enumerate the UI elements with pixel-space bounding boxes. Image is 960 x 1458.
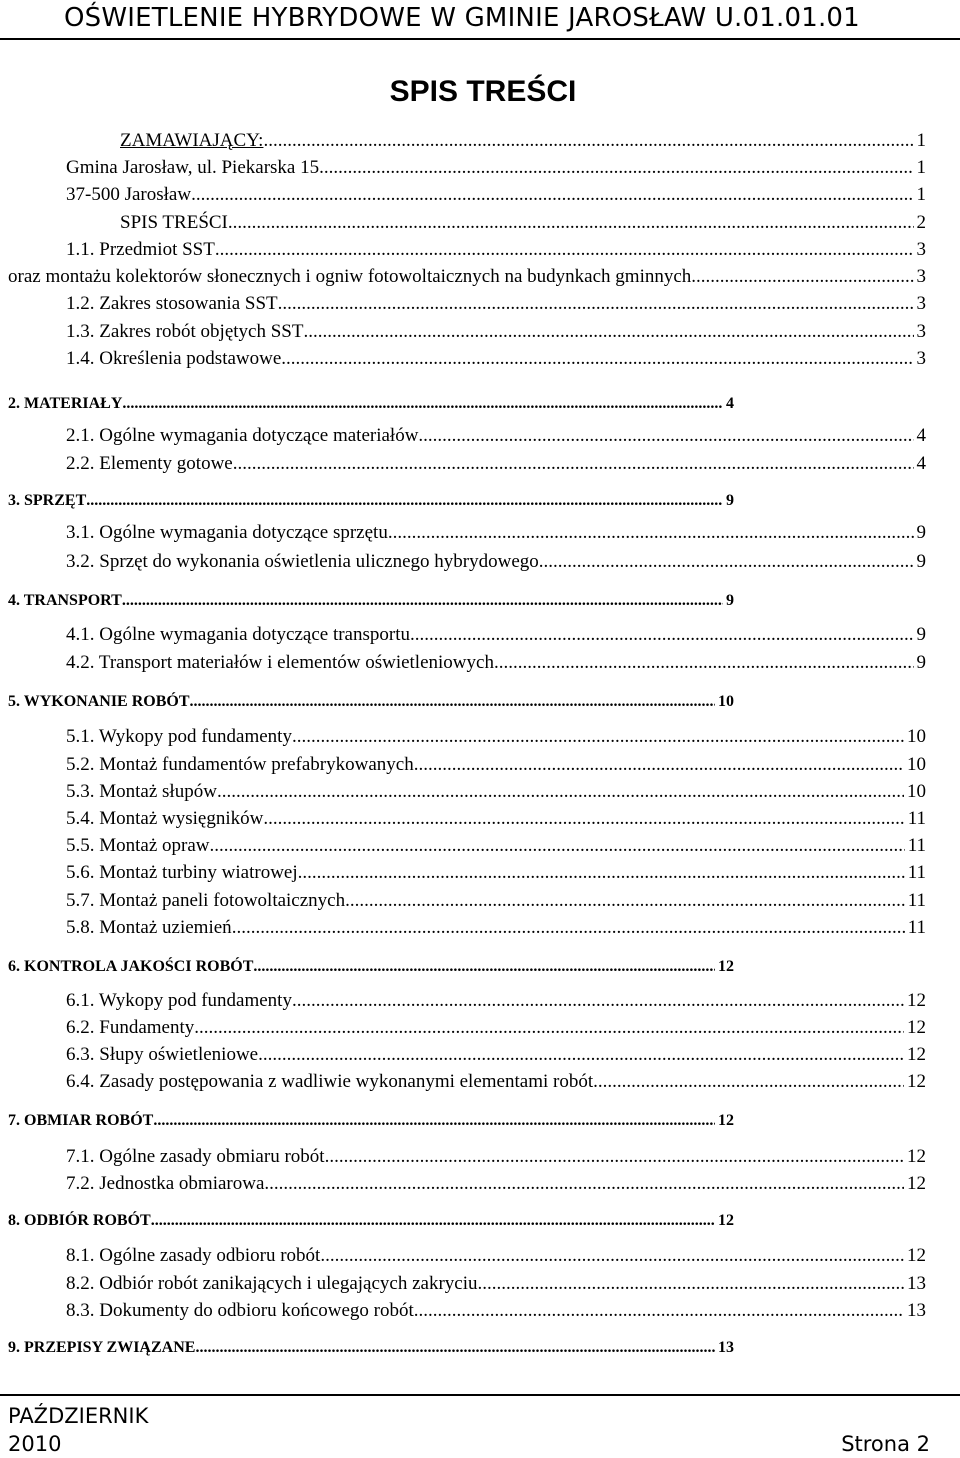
toc-dot-leader: [414, 1298, 904, 1324]
toc-entry-label: 5. WYKONANIE ROBÓT: [8, 693, 190, 710]
toc-dot-leader: [410, 622, 914, 648]
toc-entry-label: 1.2. Zakres stosowania SST: [66, 293, 278, 314]
toc-page-number: 4: [726, 395, 734, 412]
toc-entry-row[interactable]: [66, 346, 926, 372]
toc-entry-label: 5.8. Montaż uziemień: [66, 917, 232, 938]
toc-entry-label: 7.1. Ogólne zasady obmiaru robót: [66, 1146, 325, 1167]
toc-entry-label: 1.3. Zakres robót objętych SST: [66, 321, 304, 342]
toc-entry-label: 37-500 Jarosław: [66, 184, 192, 205]
toc-page-number: 3: [916, 266, 926, 287]
toc-dot-leader: [151, 1209, 715, 1233]
toc-entry-label: 6.2. Fundamenty: [66, 1017, 195, 1038]
toc-dot-leader: [345, 888, 905, 914]
toc-dot-leader: [191, 182, 913, 208]
toc-entry-label: 3.2. Sprzęt do wykonania oświetlenia ulicznego hybrydowego: [66, 551, 539, 572]
toc-entry-label: 2.1. Ogólne wymagania dotyczące materiałów: [66, 425, 419, 446]
toc-entry-row[interactable]: [66, 622, 926, 648]
toc-dot-leader: [258, 1042, 904, 1068]
toc-entry-label: 6.1. Wykopy pod fundamenty: [66, 990, 292, 1011]
toc-entry-label: 5.5. Montaż opraw: [66, 835, 210, 856]
toc-entry-label: 7. OBMIAR ROBÓT: [8, 1112, 154, 1129]
toc-dot-leader: [325, 1144, 904, 1170]
toc-entry-label: 5.7. Montaż paneli fotowoltaicznych: [66, 890, 346, 911]
toc-entry-row[interactable]: [66, 833, 926, 859]
toc-dot-leader: [153, 1109, 715, 1133]
toc-entry-label: SPIS TREŚCI: [120, 212, 228, 233]
toc-entry-label: 1.1. Przedmiot SST: [66, 239, 215, 260]
toc-page-number: 10: [907, 754, 926, 775]
toc-entry-label[interactable]: ZAMAWIAJĄCY:: [120, 130, 264, 151]
toc-entry-label: 3. SPRZĘT: [8, 492, 87, 509]
toc-page-number: 13: [907, 1273, 926, 1294]
toc-entry-row[interactable]: [66, 319, 926, 345]
toc-page-number: 12: [718, 1212, 734, 1229]
toc-page-number: 11: [907, 890, 926, 911]
toc-page-number: 3: [916, 321, 926, 342]
toc-entry-row[interactable]: [66, 1069, 926, 1095]
toc-page-number: 9: [916, 624, 926, 645]
toc-dot-leader: [298, 860, 905, 886]
toc-entry-label: 2.2. Elementy gotowe: [66, 453, 233, 474]
header-divider: [0, 38, 960, 40]
toc-page-number: 10: [907, 726, 926, 747]
toc-entry-row[interactable]: [66, 650, 926, 676]
toc-section-row[interactable]: [8, 489, 734, 513]
toc-entry-label: 5.3. Montaż słupów: [66, 781, 217, 802]
toc-entry-label: 8. ODBIÓR ROBÓT: [8, 1212, 151, 1229]
toc-dot-leader: [195, 1336, 715, 1360]
toc-entry-label: 5.1. Wykopy pod fundamenty: [66, 726, 292, 747]
toc-dot-leader: [478, 1271, 905, 1297]
toc-dot-leader: [696, 264, 913, 290]
toc-page-number: 3: [916, 293, 926, 314]
toc-entry-label: 6. KONTROLA JAKOŚCI ROBÓT: [8, 958, 254, 975]
toc-section-row[interactable]: [8, 955, 734, 979]
footer-date: [8, 1402, 148, 1458]
toc-dot-leader: [494, 650, 914, 676]
toc-dot-leader: [414, 752, 904, 778]
document-title: SPIS TREŚCI: [389, 75, 577, 108]
toc-entry-label: 9. PRZEPISY ZWIĄZANE: [8, 1339, 196, 1356]
toc-entry-label: 4. TRANSPORT: [8, 592, 122, 609]
toc-page-number: 4: [916, 425, 926, 446]
toc-page-number: 13: [718, 1339, 734, 1356]
footer-month: PAŹDZIERNIK: [8, 1404, 149, 1428]
toc-page-number: 11: [907, 862, 926, 883]
toc-entry-row[interactable]: [66, 752, 926, 778]
toc-dot-leader: [263, 806, 904, 832]
toc-page-number: 12: [718, 958, 734, 975]
toc-entry-row[interactable]: [66, 451, 926, 477]
toc-page-number: 11: [907, 917, 926, 938]
toc-dot-leader: [253, 955, 715, 979]
toc-entry-row[interactable]: [66, 1144, 926, 1170]
toc-entry-row[interactable]: [66, 988, 926, 1014]
toc-dot-leader: [122, 392, 723, 416]
toc-dot-leader: [281, 346, 913, 372]
toc-entry-row[interactable]: [66, 806, 926, 832]
toc-page-number: 10: [907, 781, 926, 802]
toc-entry-row[interactable]: [66, 1298, 926, 1324]
toc-page-number: 2: [916, 212, 926, 233]
toc-dot-leader: [320, 1243, 904, 1269]
footer-divider: [0, 1394, 960, 1396]
toc-entry-label: 5.4. Montaż wysięgników: [66, 808, 264, 829]
toc-page-number: 12: [907, 1044, 926, 1065]
toc-page-number: 3: [916, 239, 926, 260]
toc-entry-label: 8.2. Odbiór robót zanikających i ulegających zakryciu: [66, 1273, 478, 1294]
toc-page-number: 1: [916, 130, 926, 151]
toc-dot-leader: [233, 451, 914, 477]
toc-entry-label: 2. MATERIAŁY: [8, 395, 123, 412]
toc-section-row[interactable]: [8, 690, 734, 714]
toc-entry-row[interactable]: [66, 155, 926, 181]
toc-entry-label: 6.3. Słupy oświetleniowe: [66, 1044, 259, 1065]
toc-dot-leader: [86, 489, 723, 513]
toc-dot-leader: [210, 833, 905, 859]
toc-entry-row[interactable]: [66, 860, 926, 886]
toc-entry-label: 5.2. Montaż fundamentów prefabrykowanych: [66, 754, 414, 775]
page-header-title: OŚWIETLENIE HYBRYDOWE W GMINIE JAROSŁAW U.01.01.01: [64, 3, 860, 33]
toc-entry-row[interactable]: [66, 779, 926, 805]
toc-dot-leader: [278, 291, 914, 317]
toc-section-row[interactable]: [8, 1109, 734, 1133]
toc-section-row[interactable]: [8, 589, 734, 613]
toc-page-number: 10: [718, 693, 734, 710]
toc-dot-leader: [263, 128, 913, 154]
toc-page-number: 12: [718, 1112, 734, 1129]
toc-page-number: 12: [907, 1245, 926, 1266]
toc-page-number: 4: [916, 453, 926, 474]
toc-entry-label: Gmina Jarosław, ul. Piekarska 15: [66, 157, 320, 178]
toc-page-number: 12: [907, 1146, 926, 1167]
toc-page-number: 9: [726, 592, 734, 609]
toc-entry-row[interactable]: [66, 423, 926, 449]
toc-page-number: 12: [907, 1071, 926, 1092]
toc-dot-leader: [539, 549, 914, 575]
toc-entry-label: oraz montażu kolektorów słonecznych i ogniw fotowoltaicznych na budynkach gminnych.: [8, 266, 697, 287]
toc-entry-row[interactable]: [120, 128, 926, 154]
toc-dot-leader: [217, 779, 904, 805]
toc-page-number: 11: [907, 808, 926, 829]
toc-entry-label: 8.1. Ogólne zasady odbioru robót: [66, 1245, 321, 1266]
toc-section-row[interactable]: [8, 1336, 734, 1360]
toc-section-row[interactable]: [8, 392, 734, 416]
toc-entry-row[interactable]: [66, 182, 926, 208]
toc-entry-row[interactable]: [66, 1042, 926, 1068]
toc-dot-leader: [418, 423, 913, 449]
toc-dot-leader: [194, 1015, 904, 1041]
toc-entry-row[interactable]: [66, 1015, 926, 1041]
toc-entry-label: 8.3. Dokumenty do odbioru końcowego robót: [66, 1300, 414, 1321]
toc-page-number: 11: [907, 835, 926, 856]
toc-entry-label: 3.1. Ogólne wymagania dotyczące sprzętu: [66, 522, 388, 543]
toc-page-number: 9: [916, 522, 926, 543]
toc-entry-row[interactable]: [66, 1271, 926, 1297]
toc-dot-leader: [215, 237, 914, 263]
toc-dot-leader: [228, 210, 914, 236]
toc-dot-leader: [190, 690, 715, 714]
toc-dot-leader: [232, 915, 905, 941]
toc-dot-leader: [264, 1171, 904, 1197]
toc-entry-row[interactable]: [66, 1171, 926, 1197]
toc-dot-leader: [122, 589, 723, 613]
toc-section-row[interactable]: [8, 1209, 734, 1233]
toc-entry-label: 7.2. Jednostka obmiarowa: [66, 1173, 265, 1194]
toc-entry-row[interactable]: [66, 724, 926, 750]
toc-page-number: 3: [916, 348, 926, 369]
toc-page-number: 1: [916, 157, 926, 178]
toc-page-number: 9: [726, 492, 734, 509]
toc-dot-leader: [319, 155, 913, 181]
toc-page-number: 9: [916, 652, 926, 673]
toc-dot-leader: [292, 988, 904, 1014]
toc-dot-leader: [593, 1069, 904, 1095]
toc-page-number: 12: [907, 1173, 926, 1194]
toc-page-number: 12: [907, 1017, 926, 1038]
toc-entry-row[interactable]: [66, 291, 926, 317]
toc-page-number: 1: [916, 184, 926, 205]
toc-page-number: 9: [916, 551, 926, 572]
toc-page-number: 12: [907, 990, 926, 1011]
toc-entry-label: 4.2. Transport materiałów i elementów oświetleniowych: [66, 652, 494, 673]
footer-page-number: Strona 2: [841, 1432, 930, 1456]
toc-entry-row[interactable]: [66, 915, 926, 941]
toc-entry-row[interactable]: [66, 1243, 926, 1269]
toc-entry-label: 5.6. Montaż turbiny wiatrowej: [66, 862, 298, 883]
toc-entry-row[interactable]: [66, 237, 926, 263]
footer-year: 2010: [8, 1432, 62, 1456]
toc-page-number: 13: [907, 1300, 926, 1321]
toc-dot-leader: [303, 319, 913, 345]
toc-dot-leader: [388, 520, 914, 546]
toc-entry-row[interactable]: [8, 264, 926, 290]
toc-entry-row[interactable]: [66, 888, 926, 914]
toc-entry-row[interactable]: [66, 520, 926, 546]
toc-entry-label: 4.1. Ogólne wymagania dotyczące transportu: [66, 624, 410, 645]
toc-dot-leader: [292, 724, 904, 750]
toc-entry-label: 6.4. Zasady postępowania z wadliwie wykonanymi elementami robót: [66, 1071, 594, 1092]
toc-entry-row[interactable]: [120, 210, 926, 236]
toc-entry-row[interactable]: [66, 549, 926, 575]
toc-entry-label: 1.4. Określenia podstawowe: [66, 348, 282, 369]
